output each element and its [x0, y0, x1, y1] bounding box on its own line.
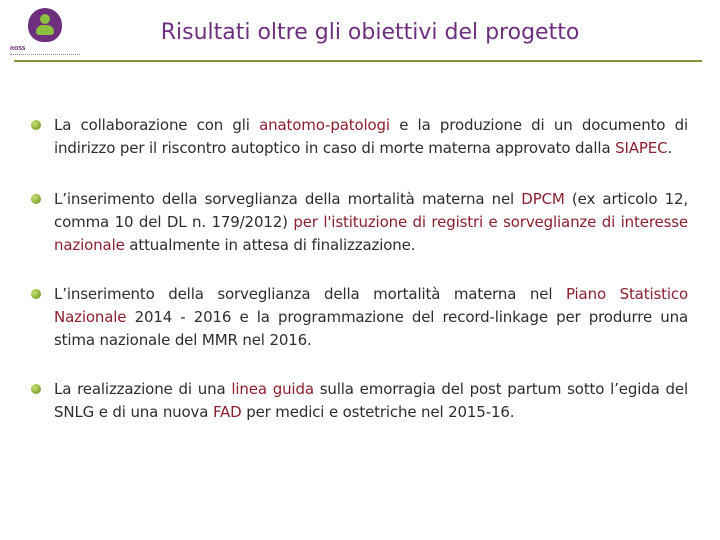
bullet-icon — [31, 120, 41, 130]
text-segment: (ex articolo 12, comma 10 del DL n. 179/2012) — [54, 190, 688, 231]
bullet-item — [24, 283, 688, 352]
highlight-segment: linea guida — [231, 380, 314, 398]
bullet-text — [54, 378, 688, 424]
text-segment: e la produzione di un documento di indirizzo per il riscontro autoptico in caso di morte materna approvato dalla — [54, 116, 688, 157]
logo-subtext-line — [10, 54, 80, 57]
text-segment: per medici e ostetriche nel 2015-16. — [241, 403, 515, 421]
bullet-icon — [31, 384, 41, 394]
bullet-text — [54, 283, 688, 352]
bullet-item — [24, 378, 688, 424]
page-title: Risultati oltre gli obiettivi del progetto — [160, 20, 580, 45]
highlight-segment: DPCM — [521, 190, 565, 208]
text-segment: L’inserimento della sorveglianza della mortalità materna nel — [54, 285, 566, 303]
highlight-segment: FAD — [212, 403, 242, 421]
text-segment: La realizzazione di una — [54, 380, 232, 398]
highlight-segment: per l'istituzione di registri e sorveglianze di interesse nazionale — [54, 213, 689, 254]
bullet-icon — [31, 289, 41, 299]
text-segment: L’inserimento della sorveglianza della mortalità materna nel — [54, 190, 522, 208]
bullet-item — [24, 114, 688, 160]
logo-text: ItOSS — [10, 46, 26, 52]
highlight-segment: anatomo-patologi — [259, 116, 390, 134]
mother-child-icon — [28, 8, 62, 42]
highlight-segment: SIAPEC — [615, 139, 668, 157]
bullet-item — [24, 188, 688, 257]
bullet-text — [54, 114, 688, 160]
text-segment: 2014 - 2016 e la programmazione del record-linkage per produrre una stima nazionale del MMR nel 2016. — [54, 308, 688, 349]
text-segment: sulla emorragia del post partum sotto l’egida del SNLG e di una nuova — [54, 380, 689, 421]
text-segment: La collaborazione con gli — [54, 116, 260, 134]
text-segment: . — [667, 139, 673, 157]
header-divider — [14, 60, 702, 62]
bullet-list — [24, 114, 688, 450]
itoss-logo — [8, 6, 82, 62]
bullet-text — [54, 188, 688, 257]
bullet-icon — [31, 194, 41, 204]
highlight-segment: Piano Statistico Nazionale — [54, 285, 689, 326]
text-segment: attualmente in attesa di finalizzazione. — [124, 236, 416, 254]
